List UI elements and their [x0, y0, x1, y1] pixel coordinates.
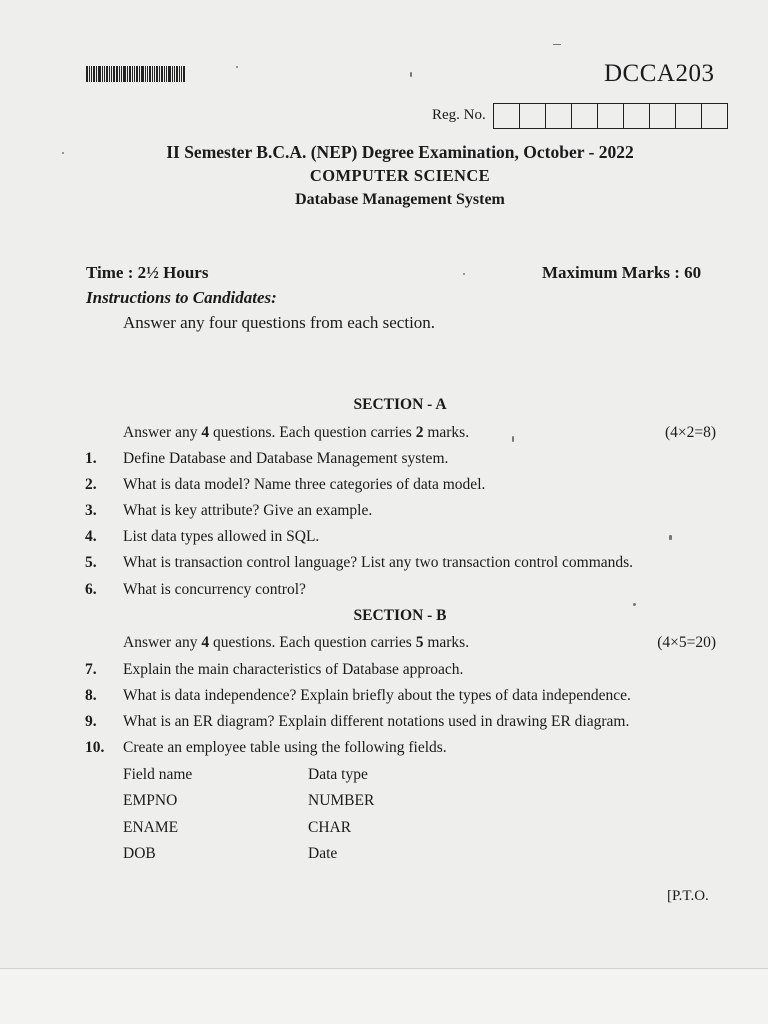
table-cell-field: ENAME — [123, 819, 179, 836]
maximum-marks: Maximum Marks : 60 — [542, 263, 702, 282]
question-text: What is data independence? Explain briefly about the types of data independence. — [123, 687, 631, 704]
table-cell-type: NUMBER — [308, 792, 375, 809]
barcode-bar — [161, 66, 163, 82]
barcode-bar — [159, 66, 160, 82]
barcode-bar — [152, 66, 153, 82]
instruction-marks: 5 — [415, 634, 424, 651]
barcode-bar — [123, 66, 126, 82]
instruction-mid: questions. Each question carries — [209, 634, 416, 651]
reg-no-label: Reg. No. — [432, 107, 486, 123]
barcode-bar — [181, 66, 182, 82]
barcode-bar — [145, 66, 146, 82]
scan-speck — [410, 72, 412, 77]
question-text: What is an ER diagram? Explain different notations used in drawing ER diagram. — [123, 713, 630, 730]
table-header-field: Field name — [123, 766, 193, 783]
table-cell-field: DOB — [123, 845, 156, 862]
scan-speck — [62, 152, 64, 154]
instruction-prefix: Answer any — [123, 634, 202, 651]
barcode-bar — [132, 66, 133, 82]
exam-title: II Semester B.C.A. (NEP) Degree Examination, October - 2022 — [166, 142, 634, 162]
question-number: 1. — [85, 450, 97, 467]
scan-speck — [463, 273, 465, 275]
scan-speck — [512, 436, 514, 442]
paper-name: Database Management System — [295, 191, 505, 208]
barcode-bar — [91, 66, 92, 82]
barcode — [86, 66, 190, 82]
barcode-bar — [156, 66, 158, 82]
barcode-bar — [127, 66, 128, 82]
barcode-bar — [164, 66, 165, 82]
barcode-bar — [93, 66, 95, 82]
scan-speck — [553, 44, 561, 45]
table-cell-type: CHAR — [308, 819, 352, 836]
subject-title: COMPUTER SCIENCE — [309, 166, 491, 185]
reg-no-box — [546, 104, 572, 128]
reg-no-box — [572, 104, 598, 128]
instruction-count: 4 — [201, 634, 210, 651]
reg-no-box — [702, 104, 727, 128]
instructions-heading: Instructions to Candidates: — [86, 288, 277, 307]
question-text: Create an employee table using the following fields. — [123, 739, 447, 756]
barcode-bar — [121, 66, 122, 82]
barcode-bar — [179, 66, 180, 82]
question-number: 3. — [85, 502, 97, 519]
instruction-suffix: marks. — [423, 634, 470, 651]
instruction-prefix: Answer any — [123, 424, 202, 441]
section-b-title: SECTION - B — [353, 607, 447, 624]
barcode-bar — [166, 66, 167, 82]
reg-no-box — [650, 104, 676, 128]
question-text: Define Database and Database Management system. — [123, 450, 449, 467]
barcode-bar — [168, 66, 171, 82]
scan-speck — [669, 535, 672, 540]
question-number: 2. — [85, 476, 97, 493]
question-number: 4. — [85, 528, 97, 545]
reg-no-boxes — [493, 103, 728, 129]
barcode-bar — [134, 66, 135, 82]
question-number: 5. — [85, 554, 97, 571]
barcode-bar — [116, 66, 118, 82]
section-a-title: SECTION - A — [353, 396, 447, 413]
question-text: What is concurrency control? — [123, 581, 306, 598]
barcode-bar — [136, 66, 138, 82]
reg-no-box — [494, 104, 520, 128]
barcode-bar — [147, 66, 148, 82]
barcode-bar — [129, 66, 131, 82]
question-text: What is data model? Name three categories of data model. — [123, 476, 486, 493]
section-b-marks: (4×5=20) — [657, 634, 716, 651]
barcode-bar — [119, 66, 120, 82]
question-text: Explain the main characteristics of Database approach. — [123, 661, 464, 678]
question-number: 10. — [85, 739, 105, 756]
barcode-bar — [183, 66, 185, 82]
reg-no-box — [624, 104, 650, 128]
scan-speck — [236, 66, 238, 68]
question-number: 8. — [85, 687, 97, 704]
time-duration: Time : 2½ Hours — [86, 263, 209, 282]
question-number: 6. — [85, 581, 97, 598]
barcode-bar — [154, 66, 155, 82]
barcode-bar — [174, 66, 175, 82]
barcode-bar — [104, 66, 105, 82]
section-a-marks: (4×2=8) — [664, 424, 716, 441]
reg-no-box — [598, 104, 624, 128]
barcode-bar — [109, 66, 110, 82]
barcode-bar — [111, 66, 112, 82]
barcode-bar — [98, 66, 101, 82]
paper-code: DCCA203 — [604, 60, 715, 87]
instruction-mid: questions. Each question carries — [209, 424, 416, 441]
section-a-instruction — [123, 424, 469, 442]
reg-no-box — [520, 104, 546, 128]
scan-speck — [633, 603, 636, 606]
barcode-bar — [86, 66, 88, 82]
barcode-bar — [139, 66, 140, 82]
question-number: 9. — [85, 713, 97, 730]
barcode-bar — [176, 66, 178, 82]
barcode-bar — [96, 66, 97, 82]
table-header-type: Data type — [308, 766, 368, 783]
barcode-bar — [102, 66, 103, 82]
barcode-bar — [141, 66, 144, 82]
barcode-bar — [113, 66, 115, 82]
table-cell-field: EMPNO — [123, 792, 178, 809]
barcode-bar — [106, 66, 108, 82]
instructions-text: Answer any four questions from each section. — [123, 313, 436, 332]
question-text: What is key attribute? Give an example. — [123, 502, 373, 519]
instruction-suffix: marks. — [423, 424, 470, 441]
pto-marker: [P.T.O. — [667, 888, 709, 904]
instruction-count: 4 — [201, 424, 210, 441]
question-text: List data types allowed in SQL. — [123, 528, 320, 545]
question-number: 7. — [85, 661, 97, 678]
table-cell-type: Date — [308, 845, 338, 862]
instruction-marks: 2 — [415, 424, 424, 441]
section-b-instruction — [123, 634, 469, 652]
barcode-bar — [149, 66, 151, 82]
question-text: What is transaction control language? List any two transaction control commands. — [123, 554, 634, 571]
barcode-bar — [172, 66, 173, 82]
barcode-bar — [89, 66, 90, 82]
reg-no-box — [676, 104, 702, 128]
